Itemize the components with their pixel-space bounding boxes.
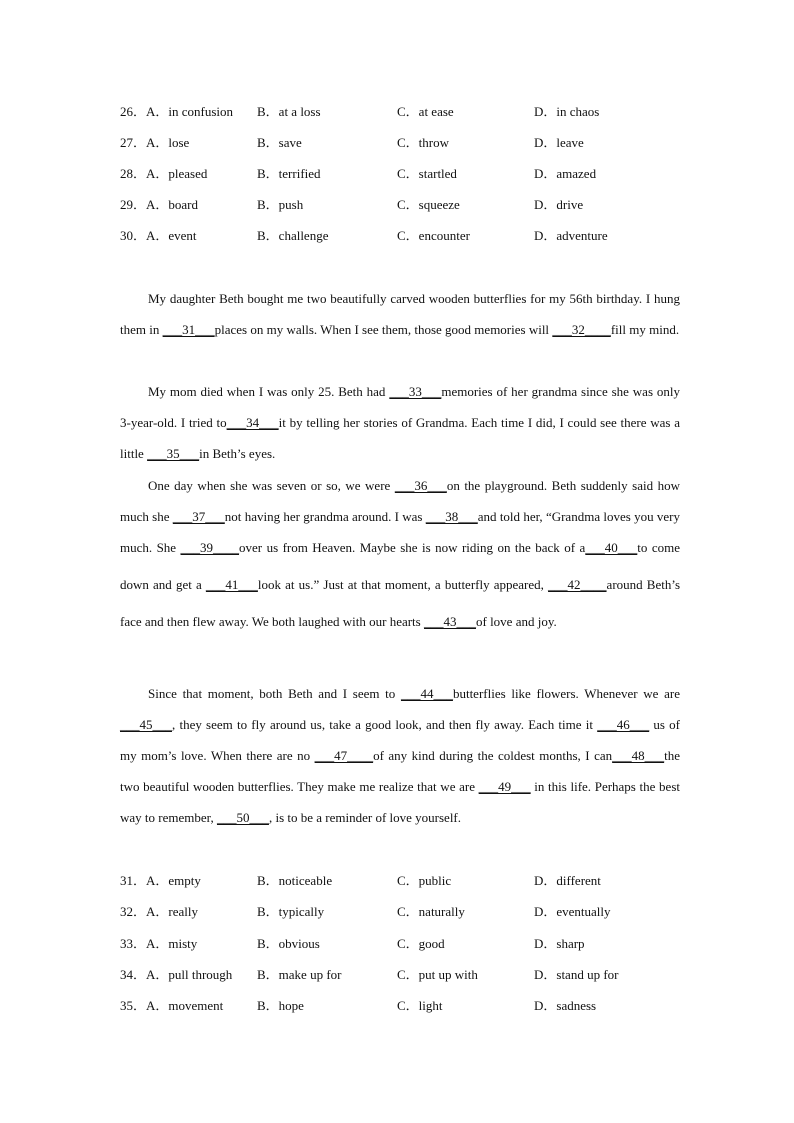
option-c: C．at ease <box>397 104 454 119</box>
blank-45: ___45___ <box>120 717 172 732</box>
option-c: C．encounter <box>397 228 470 243</box>
option-a: 28．A．pleased <box>120 166 208 181</box>
option-d: D．adventure <box>534 228 608 243</box>
option-b: B．at a loss <box>257 104 321 119</box>
passage-paragraph-2: My mom died when I was only 25. Beth had ___33___memories of her grandma since she was only 3-year-old. I tried to___34___it by telling her stories of Grandma. Each time I did, I could see there was a little ___35___in Beth’s eyes. <box>120 384 681 461</box>
blank-49: ___49___ <box>478 779 531 794</box>
blank-44: ___44___ <box>400 686 453 701</box>
blank-37: ___37___ <box>172 509 225 524</box>
option-a: 29．A．board <box>120 197 198 212</box>
blank-39: ___39____ <box>180 540 240 555</box>
option-d: D．leave <box>534 135 584 150</box>
option-d: D．sharp <box>534 936 585 951</box>
option-a: 31．A．empty <box>120 873 201 888</box>
option-d: D．stand up for <box>534 967 619 982</box>
option-d: D．drive <box>534 197 584 212</box>
blank-32: ___32____ <box>552 322 611 337</box>
passage-paragraph-4: Since that moment, both Beth and I seem to ___44___butterflies like flowers. Whenever we are ___45___, they seem to fly around us, take a good look, and then fly away. Each time it ___46___ us of my mom’s love. When there are no ___47____of any kind during the coldest months, I can___48___the two beautiful wooden butterflies. They make me realize that we are ___49___ in this life. Perhaps the best way to remember, ___50___, is to be a reminder of love yourself. <box>120 686 681 825</box>
blank-47: ___47____ <box>314 748 374 763</box>
option-b: B．challenge <box>257 228 329 243</box>
option-b: B．hope <box>257 998 304 1013</box>
option-c: C．light <box>397 998 443 1013</box>
passage-paragraph-1: My daughter Beth bought me two beautifully carved wooden butterflies for my 56th birthday. I hung them in ___31___places on my walls. When I see them, those good memories will ___32____fill my mind. <box>120 291 680 337</box>
blank-34: ___34___ <box>226 415 279 430</box>
option-b: B．obvious <box>257 936 320 951</box>
option-c: C．throw <box>397 135 450 150</box>
blank-50: ___50___ <box>216 810 269 825</box>
option-a: 26．A．in confusion <box>120 104 234 119</box>
option-c: C．squeeze <box>397 197 460 212</box>
blank-35: ___35___ <box>147 446 200 461</box>
option-b: B．make up for <box>257 967 342 982</box>
blank-43: ___43___ <box>423 614 476 629</box>
option-d: D．amazed <box>534 166 597 181</box>
option-a: 32．A．really <box>120 904 198 919</box>
option-d: D．different <box>534 873 601 888</box>
option-c: C．public <box>397 873 452 888</box>
option-b: B．push <box>257 197 304 212</box>
option-d: D．in chaos <box>534 104 600 119</box>
blank-38: ___38___ <box>425 509 478 524</box>
option-b: B．terrified <box>257 166 321 181</box>
option-c: C．naturally <box>397 904 465 919</box>
option-b: B．save <box>257 135 302 150</box>
blank-42: ___42____ <box>548 577 607 592</box>
option-a: 33．A．misty <box>120 936 198 951</box>
option-b: B．typically <box>257 904 325 919</box>
blank-41: ___41___ <box>205 577 258 592</box>
blank-40: ___40___ <box>585 540 638 555</box>
option-c: C．good <box>397 936 445 951</box>
option-a: 30．A．event <box>120 228 197 243</box>
passage-paragraph-3: One day when she was seven or so, we were ___36___on the playground. Beth suddenly said how much she ___37___not having her grandma around. I was ___38___and told her, “Grandma loves you very much. She ___39____over us from Heaven. Maybe she is now riding on the back of a___40___to come down and get a ___41___look at us.” Just at that moment, a butterfly appeared, ___42____around Beth’s face and then flew away. We both laughed with our hearts ___43___of love and joy. <box>120 478 681 629</box>
blank-48: ___48___ <box>612 748 665 763</box>
option-c: C．startled <box>397 166 457 181</box>
blank-31: ___31___ <box>162 322 215 337</box>
blank-46: ___46___ <box>597 717 650 732</box>
option-a: 34．A．pull through <box>120 967 233 982</box>
option-a: 35．A．movement <box>120 998 224 1013</box>
option-d: D．eventually <box>534 904 611 919</box>
blank-36: ___36___ <box>394 478 447 493</box>
blank-33: ___33___ <box>389 384 442 399</box>
option-a: 27．A．lose <box>120 135 190 150</box>
option-c: C．put up with <box>397 967 478 982</box>
option-d: D．sadness <box>534 998 597 1013</box>
option-b: B．noticeable <box>257 873 333 888</box>
